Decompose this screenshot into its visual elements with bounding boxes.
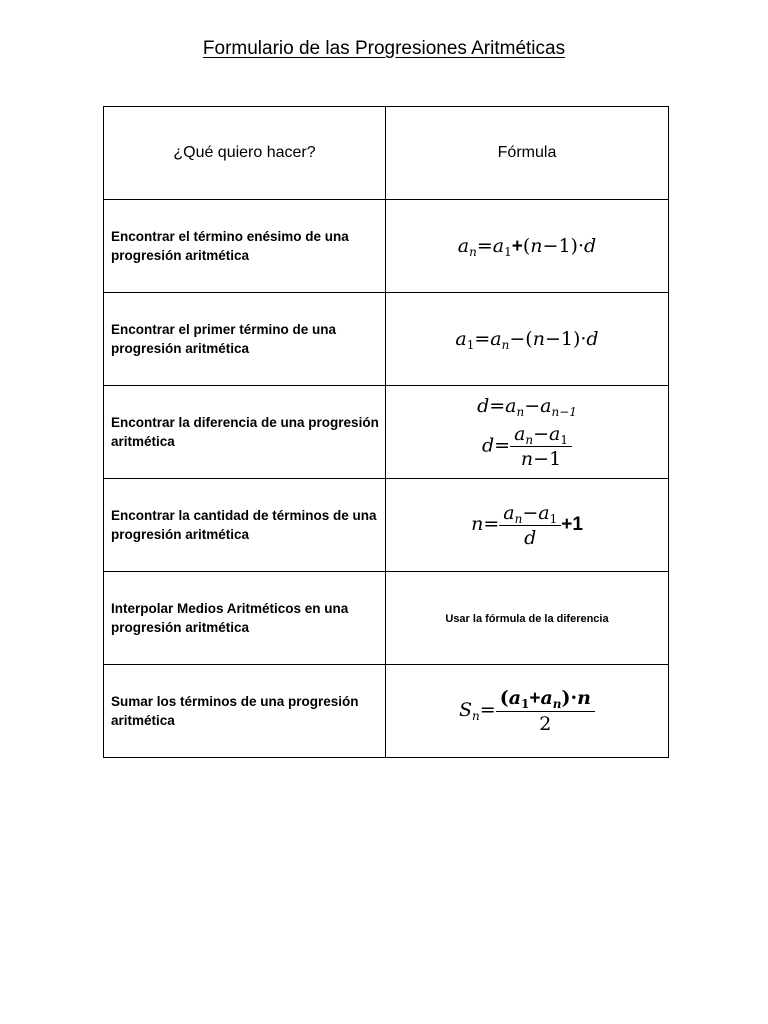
document-title: Formulario de las Progresiones Aritméticas	[202, 38, 566, 59]
row-description: Interpolar Medios Aritméticos en una progresión aritmética	[104, 572, 386, 665]
row-description: Encontrar la diferencia de una progresión aritmética	[104, 386, 386, 479]
row-formula	[386, 572, 669, 665]
table-header-row	[104, 107, 669, 200]
table-row	[104, 665, 669, 758]
column-header-task: ¿Qué quiero hacer?	[104, 107, 386, 200]
formula-nth-term: $a_n=a_1+(n-1)\cdot d$	[457, 234, 597, 259]
formula-first-term: $a_1=a_n-(n-1)\cdot d$	[455, 328, 599, 352]
row-description: Encontrar el primer término de una progresión aritmética	[104, 293, 386, 386]
formula-note: Usar la fórmula de la diferencia	[445, 613, 609, 625]
table-row	[104, 386, 669, 479]
row-description: Encontrar la cantidad de términos de una progresión aritmética	[104, 479, 386, 572]
table-row	[104, 200, 669, 293]
formula-difference-general: d= $\frac{a_n-a_1}{n-1}$	[482, 423, 572, 470]
column-header-formula: Fórmula	[386, 107, 669, 200]
formula-number-of-terms: n= $\frac{a_n-a_1}{d}$ +1	[471, 501, 583, 549]
row-formula	[386, 293, 669, 386]
table-row	[104, 572, 669, 665]
row-formula	[386, 386, 669, 479]
row-formula	[386, 200, 669, 293]
row-formula	[386, 665, 669, 758]
row-description: Encontrar el término enésimo de una progresión aritmética	[104, 200, 386, 293]
row-formula	[386, 479, 669, 572]
table-row	[104, 479, 669, 572]
formula-difference-consecutive: $d=a_n-a_{n-1}$	[477, 394, 577, 419]
table-row	[104, 293, 669, 386]
formula-table	[103, 106, 669, 758]
formula-sum: $S_n=$ $\frac{(a_1+a_n)\cdot n}{2}$	[459, 699, 595, 721]
row-description: Sumar los términos de una progresión aritmética	[104, 665, 386, 758]
